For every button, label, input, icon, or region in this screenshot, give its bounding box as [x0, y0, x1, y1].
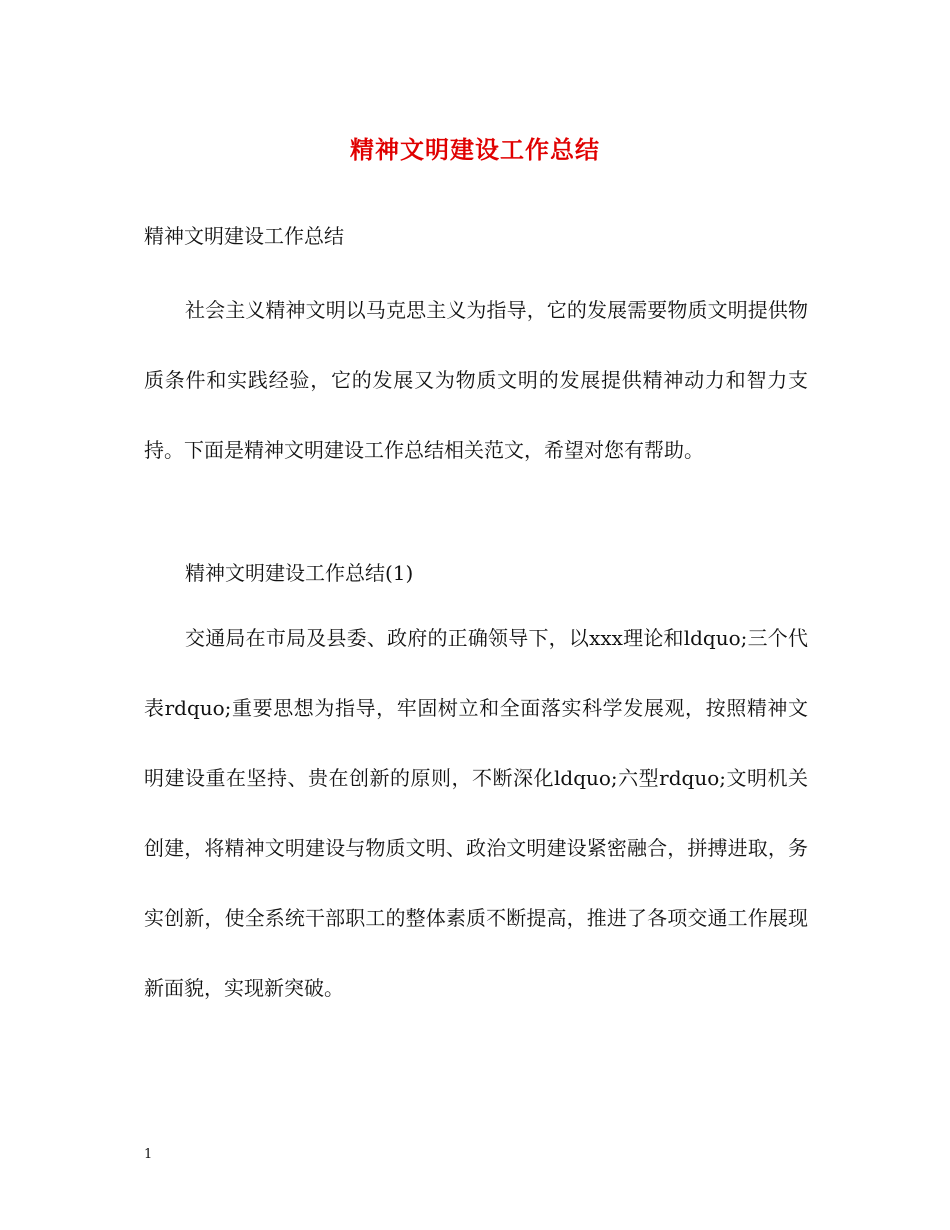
intro-paragraph: 社会主义精神文明以马克思主义为指导，它的发展需要物质文明提供物质条件和实践经验，它的发展又为物质文明的发展提供精神动力和智力支持。下面是精神文明建设工作总结相关范文，希望对您有帮助。: [144, 298, 808, 462]
page-number: 1: [144, 1147, 153, 1162]
section-heading: 精神文明建设工作总结(1): [185, 561, 414, 585]
section-paragraph: 交通局在市局及县委、政府的正确领导下，以xxx理论和ldquo;三个代表rdquo;重要思想为指导，牢固树立和全面落实科学发展观，按照精神文明建设重在坚持、贵在创新的原则，不断深化ldquo;六型rdquo;文明机关创建，将精神文明建设与物质文明、政治文明建设紧密融合，拼搏进取，务实创新，使全系统干部职工的整体素质不断提高，推进了各项交通工作展现新面貌，实现新突破。: [144, 626, 808, 1000]
document-subtitle: 精神文明建设工作总结: [144, 224, 344, 248]
document-title: 精神文明建设工作总结: [350, 135, 600, 164]
